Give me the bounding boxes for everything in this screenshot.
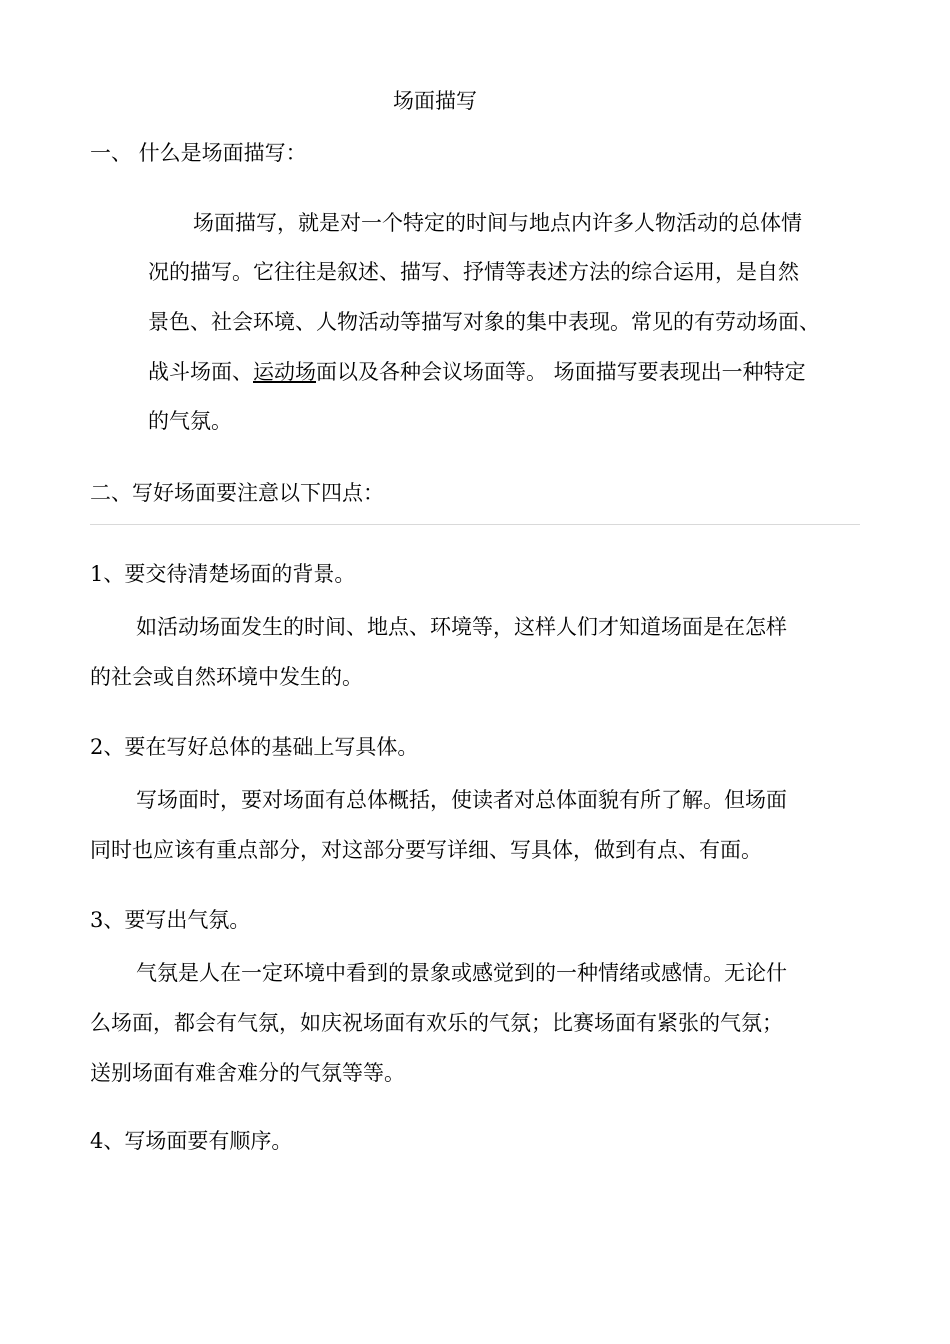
item-1-line-1: 如活动场面发生的时间、地点、环境等，这样人们才知道场面是在怎样 bbox=[136, 615, 787, 639]
item-3-line-1: 气氛是人在一定环境中看到的景象或感觉到的一种情绪或感情。无论什 bbox=[136, 961, 787, 985]
item-3-line-2: 么场面，都会有气氛，如庆祝场面有欢乐的气氛；比赛场面有紧张的气氛； bbox=[90, 1011, 783, 1035]
section-2-heading: 二、写好场面要注意以下四点： bbox=[90, 481, 384, 505]
section-1-heading: 一、 什么是场面描写： bbox=[90, 141, 307, 165]
item-1-title: 1、要交待清楚场面的背景。 bbox=[90, 562, 356, 586]
section-1-para-line-5: 的气氛。 bbox=[148, 409, 232, 433]
line-4-part-b: 面以及各种会议场面等。 场面描写要表现出一种特定 bbox=[316, 360, 806, 384]
section-1-para-line-3: 景色、社会环境、人物活动等描写对象的集中表现。常见的有劳动场面、 bbox=[148, 310, 820, 334]
item-3-line-3: 送别场面有难舍难分的气氛等等。 bbox=[90, 1061, 405, 1085]
item-2-title: 2、要在写好总体的基础上写具体。 bbox=[90, 735, 419, 759]
line-4-part-a: 战斗场面、 bbox=[148, 360, 253, 384]
divider bbox=[90, 524, 860, 525]
item-3-title: 3、要写出气氛。 bbox=[90, 908, 251, 932]
item-1-line-2: 的社会或自然环境中发生的。 bbox=[90, 665, 363, 689]
item-2-line-1: 写场面时，要对场面有总体概括，使读者对总体面貌有所了解。但场面 bbox=[136, 788, 787, 812]
document-title: 场面描写 bbox=[393, 89, 477, 113]
section-1-para-line-1: 场面描写，就是对一个特定的时间与地点内许多人物活动的总体情 bbox=[193, 211, 802, 235]
underlined-term: 运动场 bbox=[253, 360, 316, 384]
item-4-title: 4、写场面要有顺序。 bbox=[90, 1129, 293, 1153]
section-1-para-line-2: 况的描写。它往往是叙述、描写、抒情等表述方法的综合运用，是自然 bbox=[148, 260, 799, 284]
item-2-line-2: 同时也应该有重点部分，对这部分要写详细、写具体，做到有点、有面。 bbox=[90, 838, 762, 862]
section-1-para-line-4 bbox=[148, 357, 806, 387]
